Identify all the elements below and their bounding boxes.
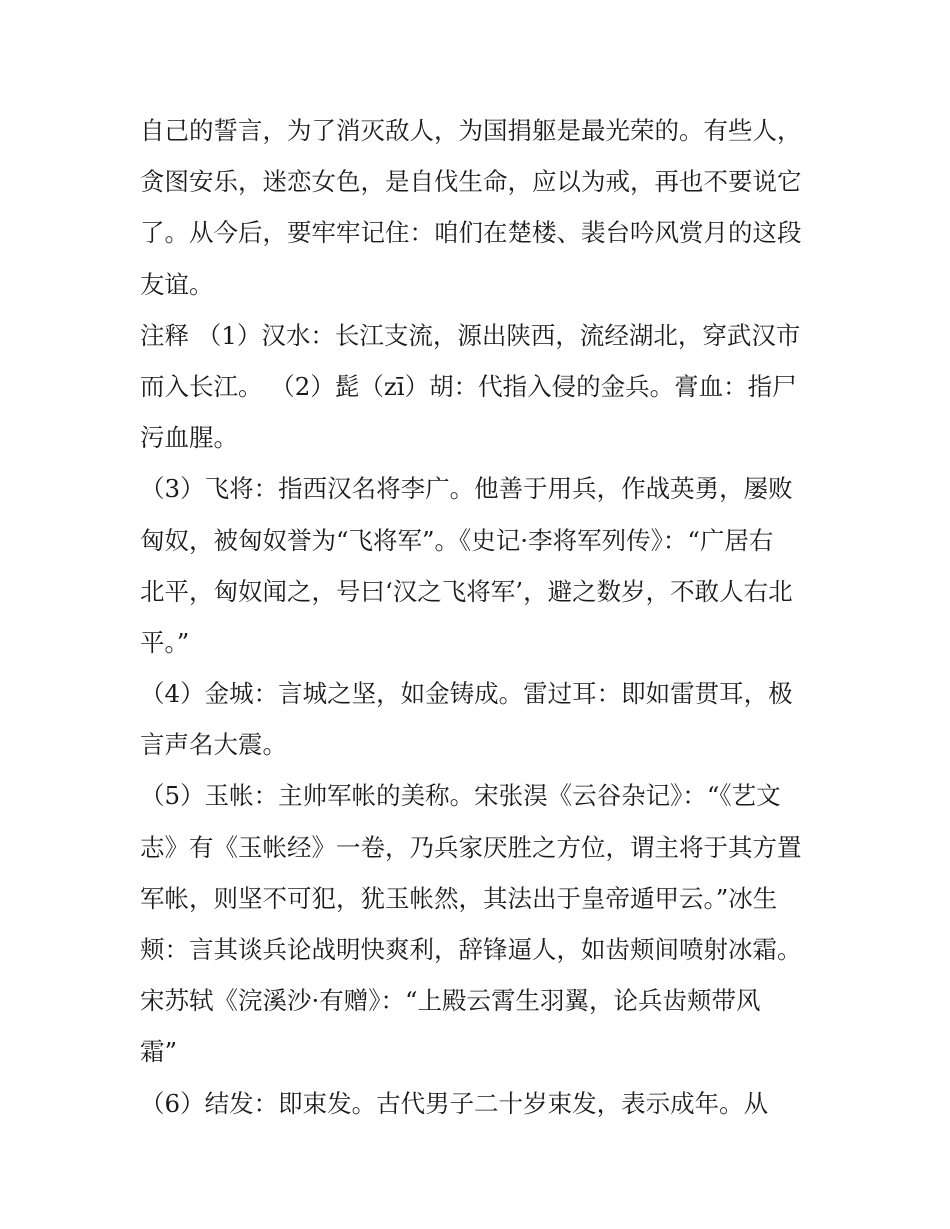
annotation-line: 言声名大震。 [140,730,287,760]
annotation-line: 匈奴，被匈奴誉为“飞将军”。《史记·李将军列传》：“广居右 [140,525,774,555]
annotation-line: 霜” [140,1037,178,1067]
annotation-line: 而入长江。 （2）髭（zī）胡：代指入侵的金兵。膏血：指尸 [140,371,797,401]
annotation-line: 军帐，则坚不可犯，犹玉帐然，其法出于皇帝遁甲云。”冰生 [140,883,778,913]
annotation-line: 志》有《玉帐经》一卷，乃兵家厌胜之方位，谓主将于其方置 [140,832,802,862]
text-line: 自己的誓言，为了消灭敌人，为国捐躯是最光荣的。有些人， [140,116,802,145]
annotation-line: （6）结发：即束发。古代男子二十岁束发，表示成年。从 [140,1088,769,1118]
annotation-line: （3）飞将：指西汉名将李广。他善于用兵，作战英勇，屡败 [140,474,793,504]
text-line: 贪图安乐，迷恋女色，是自伐生命，应以为戒，再也不要说它 [140,167,802,197]
annotation-line: 宋苏轼《浣溪沙·有赠》：“上殿云霄生羽翼，论兵齿颊带风 [140,986,761,1016]
annotation-line: 颊：言其谈兵论战明快爽利，辞锋逼人，如齿颊间喷射冰霜。 [140,935,802,964]
annotation-line: （5）玉帐：主帅军帐的美称。宋张淏《云谷杂记》：“《艺文 [140,781,781,811]
annotation-line: （4）金城：言城之坚，如金铸成。雷过耳：即如雷贯耳，极 [140,679,793,709]
text-line: 了。从今后，要牢牢记住：咱们在楚楼、裴台吟风赏月的这段 [140,218,802,248]
text-line: 友谊。 [140,269,214,299]
annotation-line: 北平，匈奴闻之，号曰‘汉之飞将军’，避之数岁，不敢人右北 [140,576,793,606]
annotation-line: 平。” [140,627,190,657]
annotation-line: 注释 （1）汉水：长江支流，源出陕西，流经湖北，穿武汉市 [140,320,801,350]
body-text [140,105,830,1129]
annotation-line: 污血腥。 [140,423,238,453]
